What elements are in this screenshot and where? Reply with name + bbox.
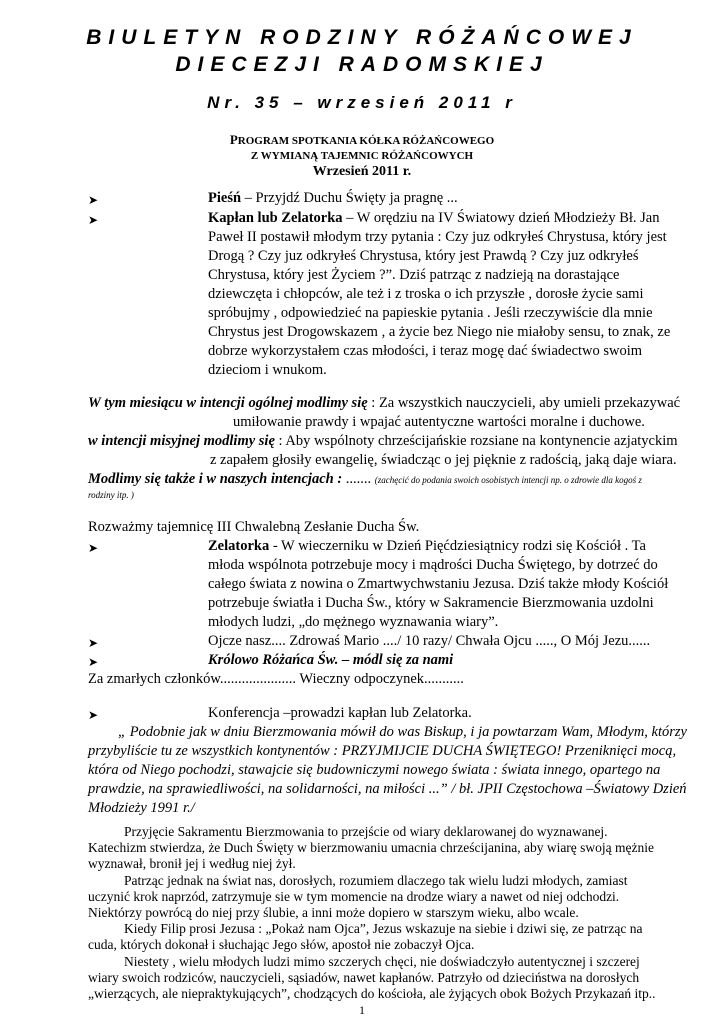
bullet-arrow-icon: ➤ (88, 193, 99, 207)
issue-number: Nr. 35 – wrzesień 2011 r (207, 93, 517, 112)
mystery-zelatorka-line: potrzebuje światła i Ducha Św., który w Sakramencie Bierzmowania uzdolni (208, 595, 654, 611)
mystery-intro: Rozważmy tajemnicę III Chwalebną Zesłanie Ducha Św. (88, 519, 420, 535)
conference-quote-line: przybyliście tu ze wszystkich kontynentów : PRZYJMIJCIE DUCHA ŚWIĘTEGO! Przeniknięci mocą, (88, 743, 677, 759)
mystery-zelatorka-line: młodych ludzi, „do mężnego wyznawania wiary”. (208, 614, 499, 630)
bullet-arrow-icon: ➤ (88, 636, 99, 650)
body-paragraph-line: uczynić krok naprzód, zatrzymuje sie w tym momencie na drodze wiary a nawet od niej odchodzi. (88, 888, 620, 904)
conference-quote-line: „ Podobnie jak w dniu Bierzmowania mówił do was Biskup, i ja powtarzam Wam, Młodym, którzy (118, 724, 687, 740)
intention-own: Modlimy się także i w naszych intencjach : ....... (zachęcić do podania swoich osobistych intencji np. o zdrowie dla kogoś z (88, 471, 642, 487)
body-paragraph-line: wiary swoich rodziców, nauczycieli, sąsiadów, nawet kapłanów. Patrzyło od dzieciństwa na dorosłych (88, 969, 640, 985)
bulletin-title-line1: BIULETYN RODZINY RÓŻAŃCOWEJ (86, 26, 638, 49)
program-item-priest-line: spróbujmy , odpowiedzieć na papieskie pytania . Jeśli rzeczywiście dla mnie (208, 305, 653, 321)
mystery-zelatorka: Zelatorka - W wieczerniku w Dzień Pięćdziesiątnicy rodzi się Kościół . Ta (208, 538, 646, 554)
body-paragraph-line: Przyjęcie Sakramentu Bierzmowania to przejście od wiary deklarowanej do wyznawanej. (124, 824, 608, 839)
bullet-arrow-icon: ➤ (88, 541, 99, 555)
body-paragraph-line: wyznawał, bronił jej i według niej żył. (88, 856, 296, 872)
bullet-arrow-icon: ➤ (88, 655, 99, 669)
conference-quote-line: Młodzieży 1991 r./ (88, 800, 195, 816)
body-paragraph-line: Patrząc jednak na świat nas, dorosłych, rozumiem dlaczego tak wielu ludzi młodych, zamiast (124, 872, 628, 888)
conference-quote-line: która od Niego pochodzi, stawajcie się budowniczymi nowego świata : świata innego, opartego na (88, 762, 661, 778)
intention-general-cont: umiłowanie prawdy i wpajać autentyczne wartości moralne i duchowe. (233, 414, 645, 430)
body-paragraph-line: Katechizm stwierdza, że Duch Święty w bierzmowaniu umacnia chrześcijanina, aby wiarę swoją mężnie (88, 840, 655, 856)
body-paragraph-line: Kiedy Filip prosi Jezusa : „Pokaż nam Ojca”, Jezus wskazuje na siebie i dziwi się, ze patrząc na (124, 921, 643, 937)
mystery-deceased: Za zmarłych członków..................... Wieczny odpoczynek........... (88, 671, 464, 687)
body-paragraph-line: Niektórzy powrócą do niej przy ślubie, a inni może dopiero w starszym wieku, albo wcale. (88, 905, 579, 920)
program-item-song: Pieśń – Przyjdź Duchu Święty ja pragnę ... (208, 190, 458, 206)
intention-mission: w intencji misyjnej modlimy się : Aby wspólnoty chrześcijańskie rozsiane na kontynencie azjatyckim (88, 433, 678, 449)
program-item-priest-line: Chrystusa, który jest Życiem ?”. Dziś patrząc z nadzieją na dorastające (208, 267, 620, 283)
program-title-line1: PROGRAM SPOTKANIA KÓŁKA RÓŻAŃCOWEGO (229, 132, 495, 147)
bullet-arrow-icon: ➤ (88, 213, 99, 227)
program-item-priest-line: Drogą ? Czy juz odkryłeś Chrystusa, który jest Prawdą ? Czy juz odkryłeś (208, 248, 639, 264)
bullet-arrow-icon: ➤ (88, 708, 99, 722)
mystery-zelatorka-line: całego świata z nowina o Zmartwychwstaniu Jezusa. Dziś także młody Kościół (208, 576, 669, 592)
intention-general: W tym miesiącu w intencji ogólnej modlimy się : Za wszystkich nauczycieli, aby umieli przekazywać (88, 395, 681, 411)
program-item-priest-line: dziewczęta i chłopców, ale też i z troska o ich przyszłe , dorosłe życie sami (208, 286, 644, 302)
body-paragraph-line: „wierzących, ale niepraktykujących”, chodzących do kościoła, ale żyjących obok Bożych Przykazań itp.. (88, 986, 656, 1001)
program-title-line2: Z WYMIANĄ TAJEMNIC RÓŻAŃCOWYCH (250, 150, 474, 162)
conference-quote-line: prawdzie, na sprawiedliwości, na solidarności, na miłości ...” / bł. JPII Częstochowa –Światowy Dzień (88, 781, 687, 797)
program-item-priest-line: Paweł II postawił młodym trzy pytania : Czy juz odkryłeś Chrystusa, który jest (208, 229, 667, 245)
mystery-zelatorka-line: młoda wspólnota potrzebuje mocy i mądrości Ducha Świętego, by dotrzeć do (208, 557, 658, 573)
program-month: Wrzesień 2011 r. (312, 164, 412, 179)
mystery-queen: Królowo Różańca Św. – módl się za nami (208, 652, 454, 668)
intention-mission-cont: z zapałem głosiły ewangelię, świadcząc o jej pięknie z radością, jaką daje wiara. (210, 452, 677, 468)
bulletin-title-line2: DIECEZJI RADOMSKIEJ (175, 53, 549, 76)
program-item-priest-line: dzieciom i wnukom. (208, 362, 327, 378)
program-item-priest: Kapłan lub Zelatorka – W orędziu na IV Światowy dzień Młodzieży Bł. Jan (208, 210, 660, 226)
program-item-priest-line: dobrze wykorzystałem czas młodości, i teraz mogę dać świadectwo swoim (208, 343, 643, 359)
program-item-priest-line: Chrystus jest Drogowskazem , a życie bez Niego nie miałoby sensu, to znak, ze (208, 324, 671, 340)
intention-own-note: rodziny itp. ) (88, 490, 134, 500)
mystery-prayers: Ojcze nasz.... Zdrowaś Mario ..../ 10 razy/ Chwała Ojcu ....., O Mój Jezu...... (208, 633, 651, 649)
body-paragraph-line: cuda, których dokonał i słuchając Jego słów, apostoł nie zobaczył Ojca. (88, 937, 475, 953)
page-number: 1 (359, 1003, 365, 1017)
conference-label: Konferencja –prowadzi kapłan lub Zelatorka. (208, 705, 472, 721)
body-paragraph-line: Niestety , wielu młodych ludzi mimo szczerych chęci, nie doświadczyło autentycznej i szczerej (124, 953, 640, 969)
